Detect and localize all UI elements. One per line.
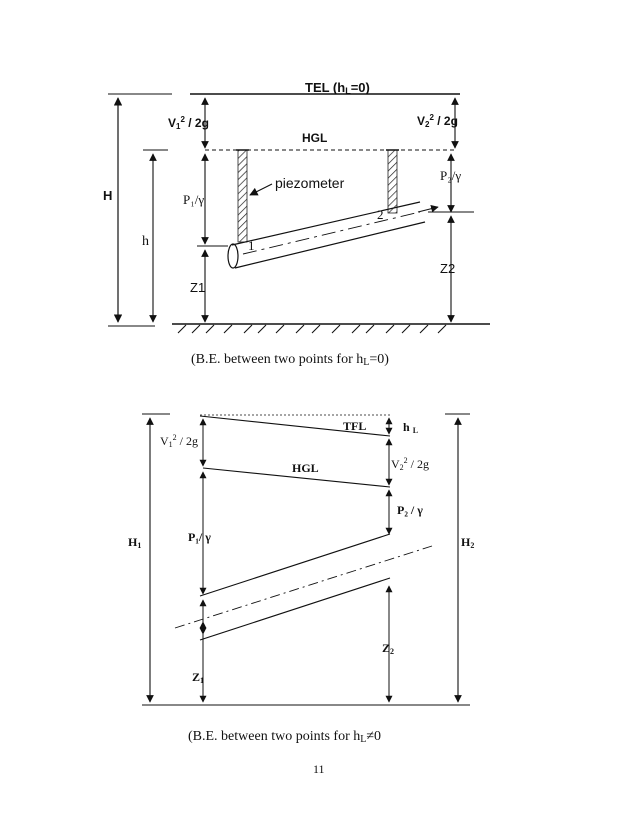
pipe-bottom-wall: [235, 222, 425, 268]
p1-pressure-head-label-2: P₁/ γ: [188, 530, 211, 544]
p2-pressure-head-label-2: P₂ / γ: [397, 503, 423, 517]
figure-1: [103, 80, 490, 333]
tfl-label: TFL: [343, 419, 367, 433]
piezometer-label: piezometer: [275, 175, 345, 191]
v1-velocity-head-label: $V1^2 / 2g$: [168, 115, 209, 131]
p2-pressure-head-label: P₂/γ: [440, 168, 462, 183]
hgl-label-2: HGL: [292, 461, 319, 475]
piezometer-pointer-arrow: [250, 184, 272, 195]
z1-label: Z1: [190, 280, 206, 295]
v2-velocity-head-label-2: $V2^2 / 2g$: [391, 456, 430, 472]
tel-label: TEL (hL=0): [305, 80, 370, 96]
pipe-top-wall: [232, 202, 420, 245]
p1-pressure-head-label: P₁/γ: [183, 192, 205, 207]
h-label: h: [142, 234, 149, 249]
z2-label-2: Z2: [382, 641, 395, 656]
z2-label: Z2: [440, 261, 456, 276]
h2-label: H2: [461, 535, 475, 550]
hl-label: h L: [403, 420, 419, 435]
pipe-inlet-end: [228, 244, 238, 268]
ground-hatching: [178, 325, 446, 333]
figure-2-caption: (B.E. between two points for hL≠0: [188, 729, 382, 745]
h1-label: H1: [128, 535, 142, 550]
pipe-centerline-2: [175, 546, 432, 628]
z1-label-2: Z1: [192, 670, 205, 685]
piezometer-tube-2: [388, 150, 397, 213]
figure-1-caption: (B.E. between two points for hL=0): [191, 352, 389, 368]
pipe-centerline: [243, 212, 420, 254]
point-1-label: 1: [248, 238, 255, 253]
h-total-label: H: [103, 188, 113, 203]
pipe-bottom-wall-2: [200, 578, 390, 640]
figure-2: [128, 414, 474, 705]
pipe-top-wall-2: [200, 534, 390, 596]
hgl-label: HGL: [302, 131, 328, 145]
piezometer-tube-1: [238, 150, 247, 242]
flow-direction-arrow: [418, 207, 438, 212]
v1-velocity-head-label-2: $V1^2 / 2g$: [160, 433, 199, 449]
v2-velocity-head-label: $V2^2 / 2g$: [417, 113, 458, 129]
point-2-label: 2: [377, 207, 384, 222]
page-number: 11: [313, 762, 325, 776]
